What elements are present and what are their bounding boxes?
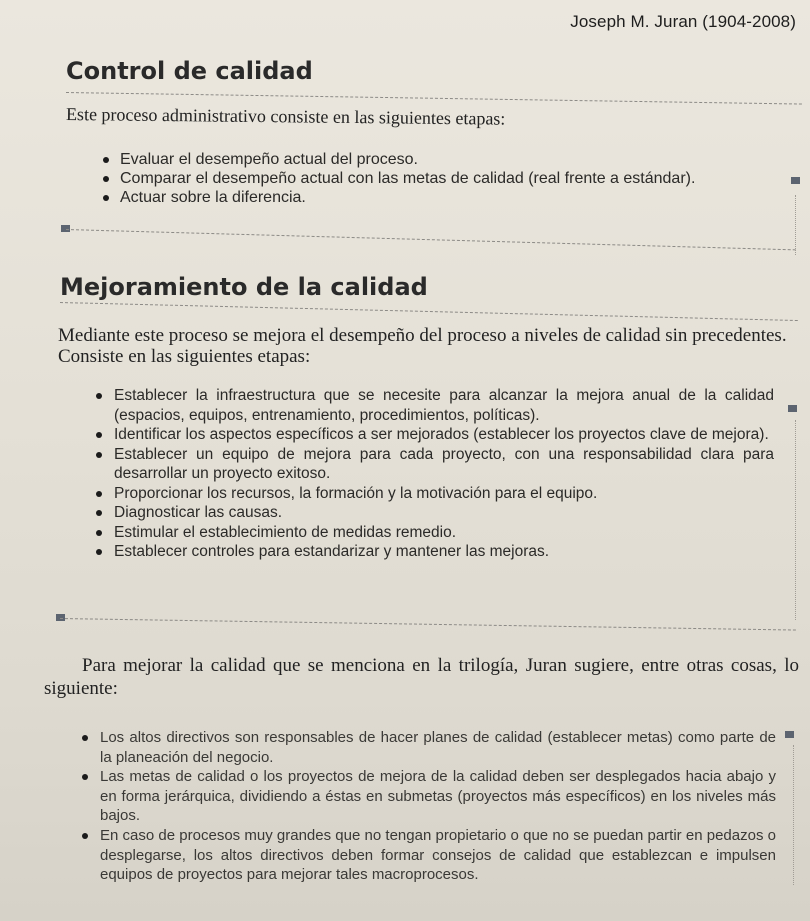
title-divider bbox=[66, 92, 802, 105]
list-item: Comparar el desempeño actual con las metas de calidad (real frente a estándar). bbox=[120, 169, 800, 188]
section-divider bbox=[66, 229, 796, 250]
edge-marker-icon bbox=[785, 731, 794, 738]
edge-marker-icon bbox=[788, 405, 797, 412]
control-intro: Este proceso administrativo consiste en las siguientes etapas: bbox=[65, 104, 506, 129]
list-item: Proporcionar los recursos, la formación y la motivación para el equipo. bbox=[114, 484, 774, 504]
side-border bbox=[793, 745, 794, 885]
mejoramiento-section-title: Mejoramiento de la calidad bbox=[60, 273, 428, 301]
list-item: Estimular el establecimiento de medidas remedio. bbox=[114, 523, 774, 543]
list-item: Establecer un equipo de mejora para cada proyecto, con una responsabilidad clara para desarrollar un proyecto exitoso. bbox=[114, 445, 774, 482]
mejoramiento-steps-list bbox=[114, 386, 774, 562]
list-item: En caso de procesos muy grandes que no tengan propietario o que no se puedan partir en pedazos o desplegarse, los altos directivos deben formar consejos de calidad que establezcan e impulsen equipos de proyectos para mejorar tales macroprocesos. bbox=[100, 826, 776, 884]
list-item: Evaluar el desempeño actual del proceso. bbox=[120, 150, 800, 169]
control-steps-list bbox=[120, 150, 800, 207]
list-item: Identificar los aspectos específicos a ser mejorados (establecer los proyectos clave de mejora). bbox=[114, 425, 774, 445]
trilogia-points-list bbox=[100, 728, 776, 885]
list-item: Los altos directivos son responsables de hacer planes de calidad (establecer metas) como parte de la planeación del negocio. bbox=[100, 729, 776, 766]
list-item: Diagnosticar las causas. bbox=[114, 503, 774, 523]
author-header: Joseph M. Juran (1904-2008) bbox=[570, 12, 796, 31]
title-divider bbox=[60, 302, 798, 321]
list-item: Las metas de calidad o los proyectos de mejora de la calidad deben ser desplegados hacia abajo y en forma jerárquica, dividiendo a éstas en submetas (proyectos más específicos) en los niveles más bajos. bbox=[100, 768, 776, 825]
list-item: Establecer controles para estandarizar y mantener las mejoras. bbox=[114, 542, 774, 562]
side-border bbox=[795, 420, 796, 620]
list-item: Establecer la infraestructura que se necesite para alcanzar la mejora anual de la calidad (espacios, equipos, entrenamiento, procedimientos, políticas). bbox=[114, 387, 774, 424]
side-border bbox=[795, 195, 796, 255]
trilogia-intro: Para mejorar la calidad que se menciona en la trilogía, Juran sugiere, entre otras cosas, lo siguiente: bbox=[44, 655, 799, 699]
control-section-title: Control de calidad bbox=[66, 57, 313, 85]
edge-marker-icon bbox=[791, 177, 800, 184]
list-item: Actuar sobre la diferencia. bbox=[120, 188, 800, 207]
mejoramiento-intro-line2: Consiste en las siguientes etapas: bbox=[58, 346, 311, 367]
section-divider bbox=[60, 618, 796, 631]
mejoramiento-intro-line1: Mediante este proceso se mejora el desempeño del proceso a niveles de calidad sin precedentes. bbox=[58, 325, 787, 346]
